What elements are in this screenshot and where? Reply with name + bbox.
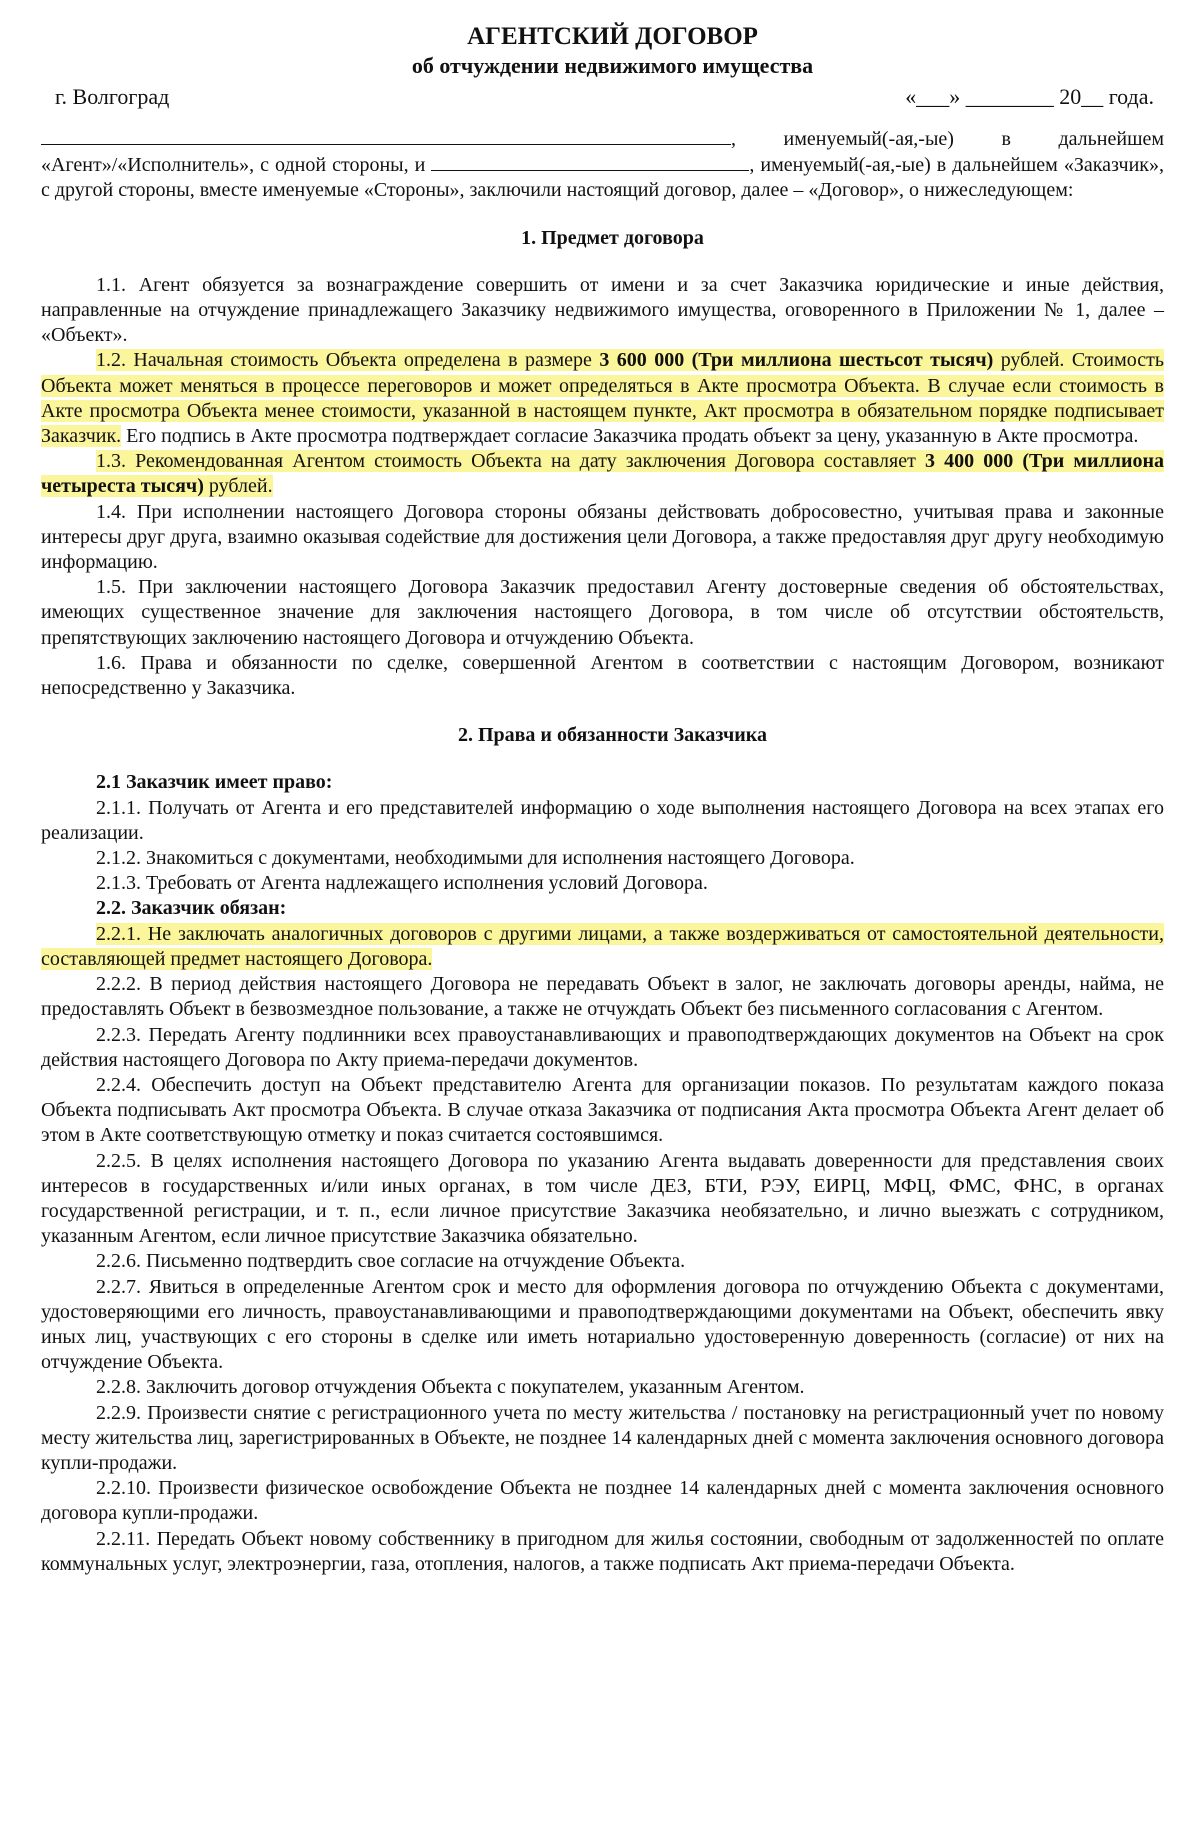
agent-name-blank	[41, 126, 731, 145]
clause-2-2-9: 2.2.9. Произвести снятие с регистрационного учета по месту жительства / постановку на регистрационный учет по новому месту жительства лиц, зарегистрированных в Объекте, не позднее 14 календарных дней с момента заключения основного договора купли-продажи.	[41, 1401, 1164, 1474]
customer-name-blank	[431, 152, 749, 171]
preamble-text-2: , именуемый(-ая,-ые) в дальнейшем «Заказчик», с другой стороны, вместе именуемые «Стороны», заключили настоящий договор, далее – «Договор», о нижеследующем:	[41, 154, 1164, 202]
clause-1-1: 1.1. Агент обязуется за вознаграждение совершить от имени и за счет Заказчика юридические и иные действия, направленные на отчуждение принадлежащего Заказчику недвижимого имущества, оговоренного в Приложении № 1, далее – «Объект».	[41, 273, 1164, 347]
clause-1-6: 1.6. Права и обязанности по сделке, совершенной Агентом в соответствии с настоящим Договором, возникают непосредственно у Заказчика.	[41, 651, 1164, 700]
document-title: АГЕНТСКИЙ ДОГОВОР	[467, 23, 758, 50]
clause-2-2-7: 2.2.7. Явиться в определенные Агентом срок и место для оформления договора по отчуждению Объекта с документами, удостоверяющими его личность, правоустанавливающими и правоподтверждающими документами на Объект, обеспечить явку иных лиц, участвующих с его стороны в сделке или иметь нотариально удостоверенную доверенность (согласие) от них на отчуждение Объекта.	[41, 1275, 1164, 1374]
clause-2-2-8: 2.2.8. Заключить договор отчуждения Объекта с покупателем, указанным Агентом.	[96, 1376, 805, 1399]
clause-1-2-text-c: рублей. Стоимость Объекта может меняться в процессе переговоров и может определяться в Акте просмотра Объекта. В случае если стоимость в Акте просмотра Объекта менее стоимости, указанной в настоящем пункте, Акт просмотра в обязательном порядке подписывает Заказчик.	[41, 349, 1164, 448]
clause-2-1-1: 2.1.1. Получать от Агента и его представителей информацию о ходе выполнения настоящего Договора на всех этапах его реализации.	[41, 796, 1164, 844]
highlight-2-2-1: 2.2.1. Не заключать аналогичных договоров с другими лицами, а также воздерживаться от самостоятельной деятельности, составляющей предмет настоящего Договора.	[41, 922, 1164, 970]
subsection-2-1: 2.1 Заказчик имеет право:	[96, 771, 333, 794]
clause-2-2-6: 2.2.6. Письменно подтвердить свое согласие на отчуждение Объекта.	[96, 1250, 686, 1273]
city: г. Волгоград	[55, 84, 170, 109]
clause-1-2-text-a: 1.2. Начальная стоимость Объекта определена в размере	[96, 349, 600, 372]
clause-1-4: 1.4. При исполнении настоящего Договора стороны обязаны действовать добросовестно, учитывая права и законные интересы друг друга, взаимно оказывая содействие для достижения цели Договора, а также предоставляя друг другу необходимую информацию.	[41, 500, 1164, 574]
section-2-heading: 2. Права и обязанности Заказчика	[457, 724, 768, 747]
clause-1-2	[41, 348, 1164, 449]
clause-2-1-3: 2.1.3. Требовать от Агента надлежащего исполнения условий Договора.	[96, 872, 708, 895]
clause-2-2-3: 2.2.3. Передать Агенту подлинники всех правоустанавливающих и правоподтверждающих документов на Объект на срок действия настоящего Договора по Акту приема-передачи документов.	[41, 1023, 1164, 1071]
clause-2-2-10: 2.2.10. Произвести физическое освобождение Объекта не позднее 14 календарных дней с момента заключения основного договора купли-продажи.	[41, 1477, 1164, 1525]
clause-1-3-text-a: 1.3. Рекомендованная Агентом стоимость Объекта на дату заключения Договора составляет	[96, 450, 925, 473]
recommended-price: 3 400 000 (Три миллиона четыреста тысяч)	[41, 450, 1164, 498]
subsection-2-2: 2.2. Заказчик обязан:	[96, 897, 287, 920]
highlight-1-3	[41, 450, 1164, 497]
preamble-text-1: , именуемый(-ая,-ые) в дальнейшем «Агент»/«Исполнитель», с одной стороны, и	[41, 128, 1164, 177]
clause-1-3-text-c: рублей.	[203, 475, 273, 498]
clause-1-2-text-d: Его подпись в Акте просмотра подтверждает согласие Заказчика продать объект за цену, указанную в Акте просмотра.	[121, 425, 1139, 448]
preamble-paragraph	[41, 126, 1164, 204]
clause-1-5: 1.5. При заключении настоящего Договора Заказчик предоставил Агенту достоверные сведения об обстоятельствах, имеющих существенное значение для заключения настоящего Договора, в том числе об отсутствии обстоятельств, препятствующих заключению настоящего Договора и отчуждению Объекта.	[41, 576, 1164, 649]
initial-price: 3 600 000 (Три миллиона шестьсот тысяч)	[599, 349, 994, 372]
clause-2-2-4: 2.2.4. Обеспечить доступ на Объект представителю Агента для организации показов. По результатам каждого показа Объекта подписывать Акт просмотра Объекта. В случае отказа Заказчика от подписания Акта просмотра Объекта Агент делает об этом в Акте соответствующую отметку и показ считается состоявшимся.	[41, 1073, 1164, 1147]
city-date-line	[41, 80, 1164, 114]
clause-2-2-1	[41, 922, 1164, 972]
contract-date: «___» ________ 20__ года.	[905, 84, 1154, 109]
clause-2-2-5: 2.2.5. В целях исполнения настоящего Договора по указанию Агента выдавать доверенности для представления своих интересов в государственных и/или иных органах, в том числе ДЕЗ, БТИ, РЭУ, ЕИРЦ, МФЦ, ФМС, ФНС, в органах государственной регистрации, и т. п., если личное присутствие Заказчика необязательно, и лично выезжать с сотрудником, указанным Агентом, если личное присутствие Заказчика обязательно.	[41, 1149, 1164, 1248]
clause-2-1-2: 2.1.2. Знакомиться с документами, необходимыми для исполнения настоящего Договора.	[96, 847, 855, 870]
clause-2-2-2: 2.2.2. В период действия настоящего Договора не передавать Объект в залог, не заключать договоры аренды, найма, не предоставлять Объект в безвозмездное пользование, а также не отчуждать Объект без письменного согласования с Агентом.	[41, 973, 1164, 1021]
document-subtitle: об отчуждении недвижимого имущества	[411, 53, 814, 78]
clause-1-3	[41, 449, 1164, 499]
clause-2-2-11: 2.2.11. Передать Объект новому собственнику в пригодном для жилья состоянии, свободным от задолженностей по оплате коммунальных услуг, электроэнергии, газа, отопления, налогов, а также подписать Акт приема-передачи Объекта.	[41, 1527, 1164, 1575]
section-1-heading: 1. Предмет договора	[521, 226, 704, 249]
